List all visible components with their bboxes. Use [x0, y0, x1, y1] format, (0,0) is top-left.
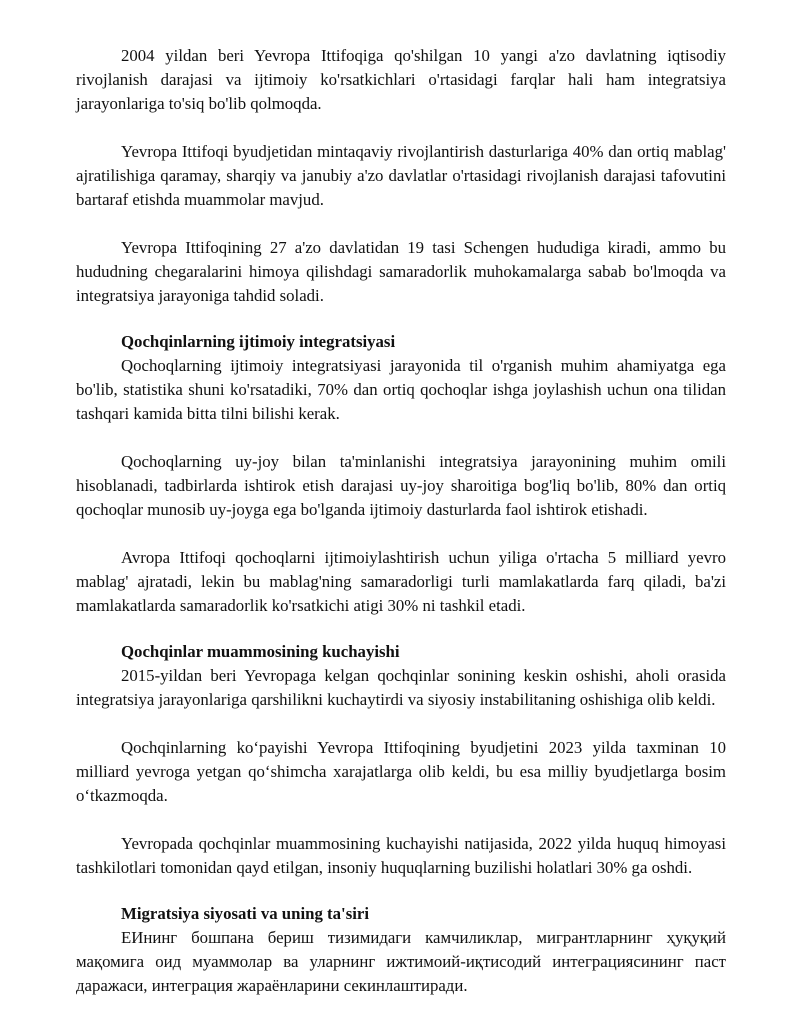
- paragraph: 2004 yildan beri Yevropa Ittifoqiga qo'shilgan 10 yangi a'zo davlatning iqtisodiy rivojlanish darajasi va ijtimoiy ko'rsatkichlari o'rtasidagi farqlar hali ham integratsiya jarayonlariga to'siq bo'lib qolmoqda.: [76, 46, 726, 113]
- paragraph: Qochqinlarning ko‘payishi Yevropa Ittifoqining byudjetini 2023 yilda taxminan 10 milliard yevroga yetgan qo‘shimcha xarajatlarga olib keldi, bu esa milliy byudjetlarga bosim o‘tkazmoqda.: [76, 738, 726, 805]
- paragraph: Yevropada qochqinlar muammosining kuchayishi natijasida, 2022 yilda huquq himoyasi tashkilotlari tomonidan qayd etilgan, insoniy huquqlarning buzilishi holatlari 30% ga oshdi.: [76, 834, 726, 877]
- paragraph: Qochoqlarning ijtimoiy integratsiyasi jarayonida til o'rganish muhim ahamiyatga ega bo'lib, statistika shuni ko'rsatadiki, 70% dan ortiq qochoqlar ishga joylashish uchun ona tilidan tashqari kamida bitta tilni bilishi kerak.: [76, 356, 726, 423]
- section-heading: Migratsiya siyosati va uning ta'siri: [121, 904, 369, 923]
- document-page: [76, 44, 726, 998]
- section-heading: Qochqinlarning ijtimoiy integratsiyasi: [121, 332, 396, 351]
- section-heading: Qochqinlar muammosining kuchayishi: [121, 642, 400, 661]
- paragraph: Yevropa Ittifoqining 27 a'zo davlatidan 19 tasi Schengen hududiga kiradi, ammo bu hududning chegaralarini himoya qilishdagi samaradorlik muhokamalarga sabab bo'lmoqda va integratsiya jarayoniga tahdid soladi.: [76, 238, 726, 305]
- paragraph: Avropa Ittifoqi qochoqlarni ijtimoiylashtirish uchun yiliga o'rtacha 5 milliard yevro mablag' ajratadi, lekin bu mablag'ning samaradorligi turli mamlakatlarda farq qiladi, ba'zi mamlakatlarda samaradorlik ko'rsatkichi atigi 30% ni tashkil etadi.: [76, 548, 726, 615]
- paragraph: Yevropa Ittifoqi byudjetidan mintaqaviy rivojlantirish dasturlariga 40% dan ortiq mablag' ajratilishiga qaramay, sharqiy va janubiy a'zo davlatlar o'rtasidagi rivojlanish darajasi tafovutini bartaraf etishda muammolar mavjud.: [76, 142, 726, 209]
- paragraph: Qochoqlarning uy-joy bilan ta'minlanishi integratsiya jarayonining muhim omili hisoblanadi, tadbirlarda ishtirok etish darajasi uy-joy sharoitiga bog'liq bo'lib, 80% dan ortiq qochoqlar munosib uy-joyga ega bo'lganda ijtimoiy dasturlarda faol ishtirok etishadi.: [76, 452, 726, 519]
- paragraph: 2015-yildan beri Yevropaga kelgan qochqinlar sonining keskin oshishi, aholi orasida integratsiya jarayonlariga qarshilikni kuchaytirdi va siyosiy instabilitaning oshishiga olib keldi.: [76, 666, 726, 709]
- paragraph: ЕИнинг бошпана бериш тизимидаги камчиликлар, мигрантларнинг ҳуқуқий мақомига оид муаммолар ва уларнинг ижтимоий-иқтисодий интеграциясининг паст даражаси, интеграция жараёнларини секинлаштиради.: [76, 928, 726, 995]
